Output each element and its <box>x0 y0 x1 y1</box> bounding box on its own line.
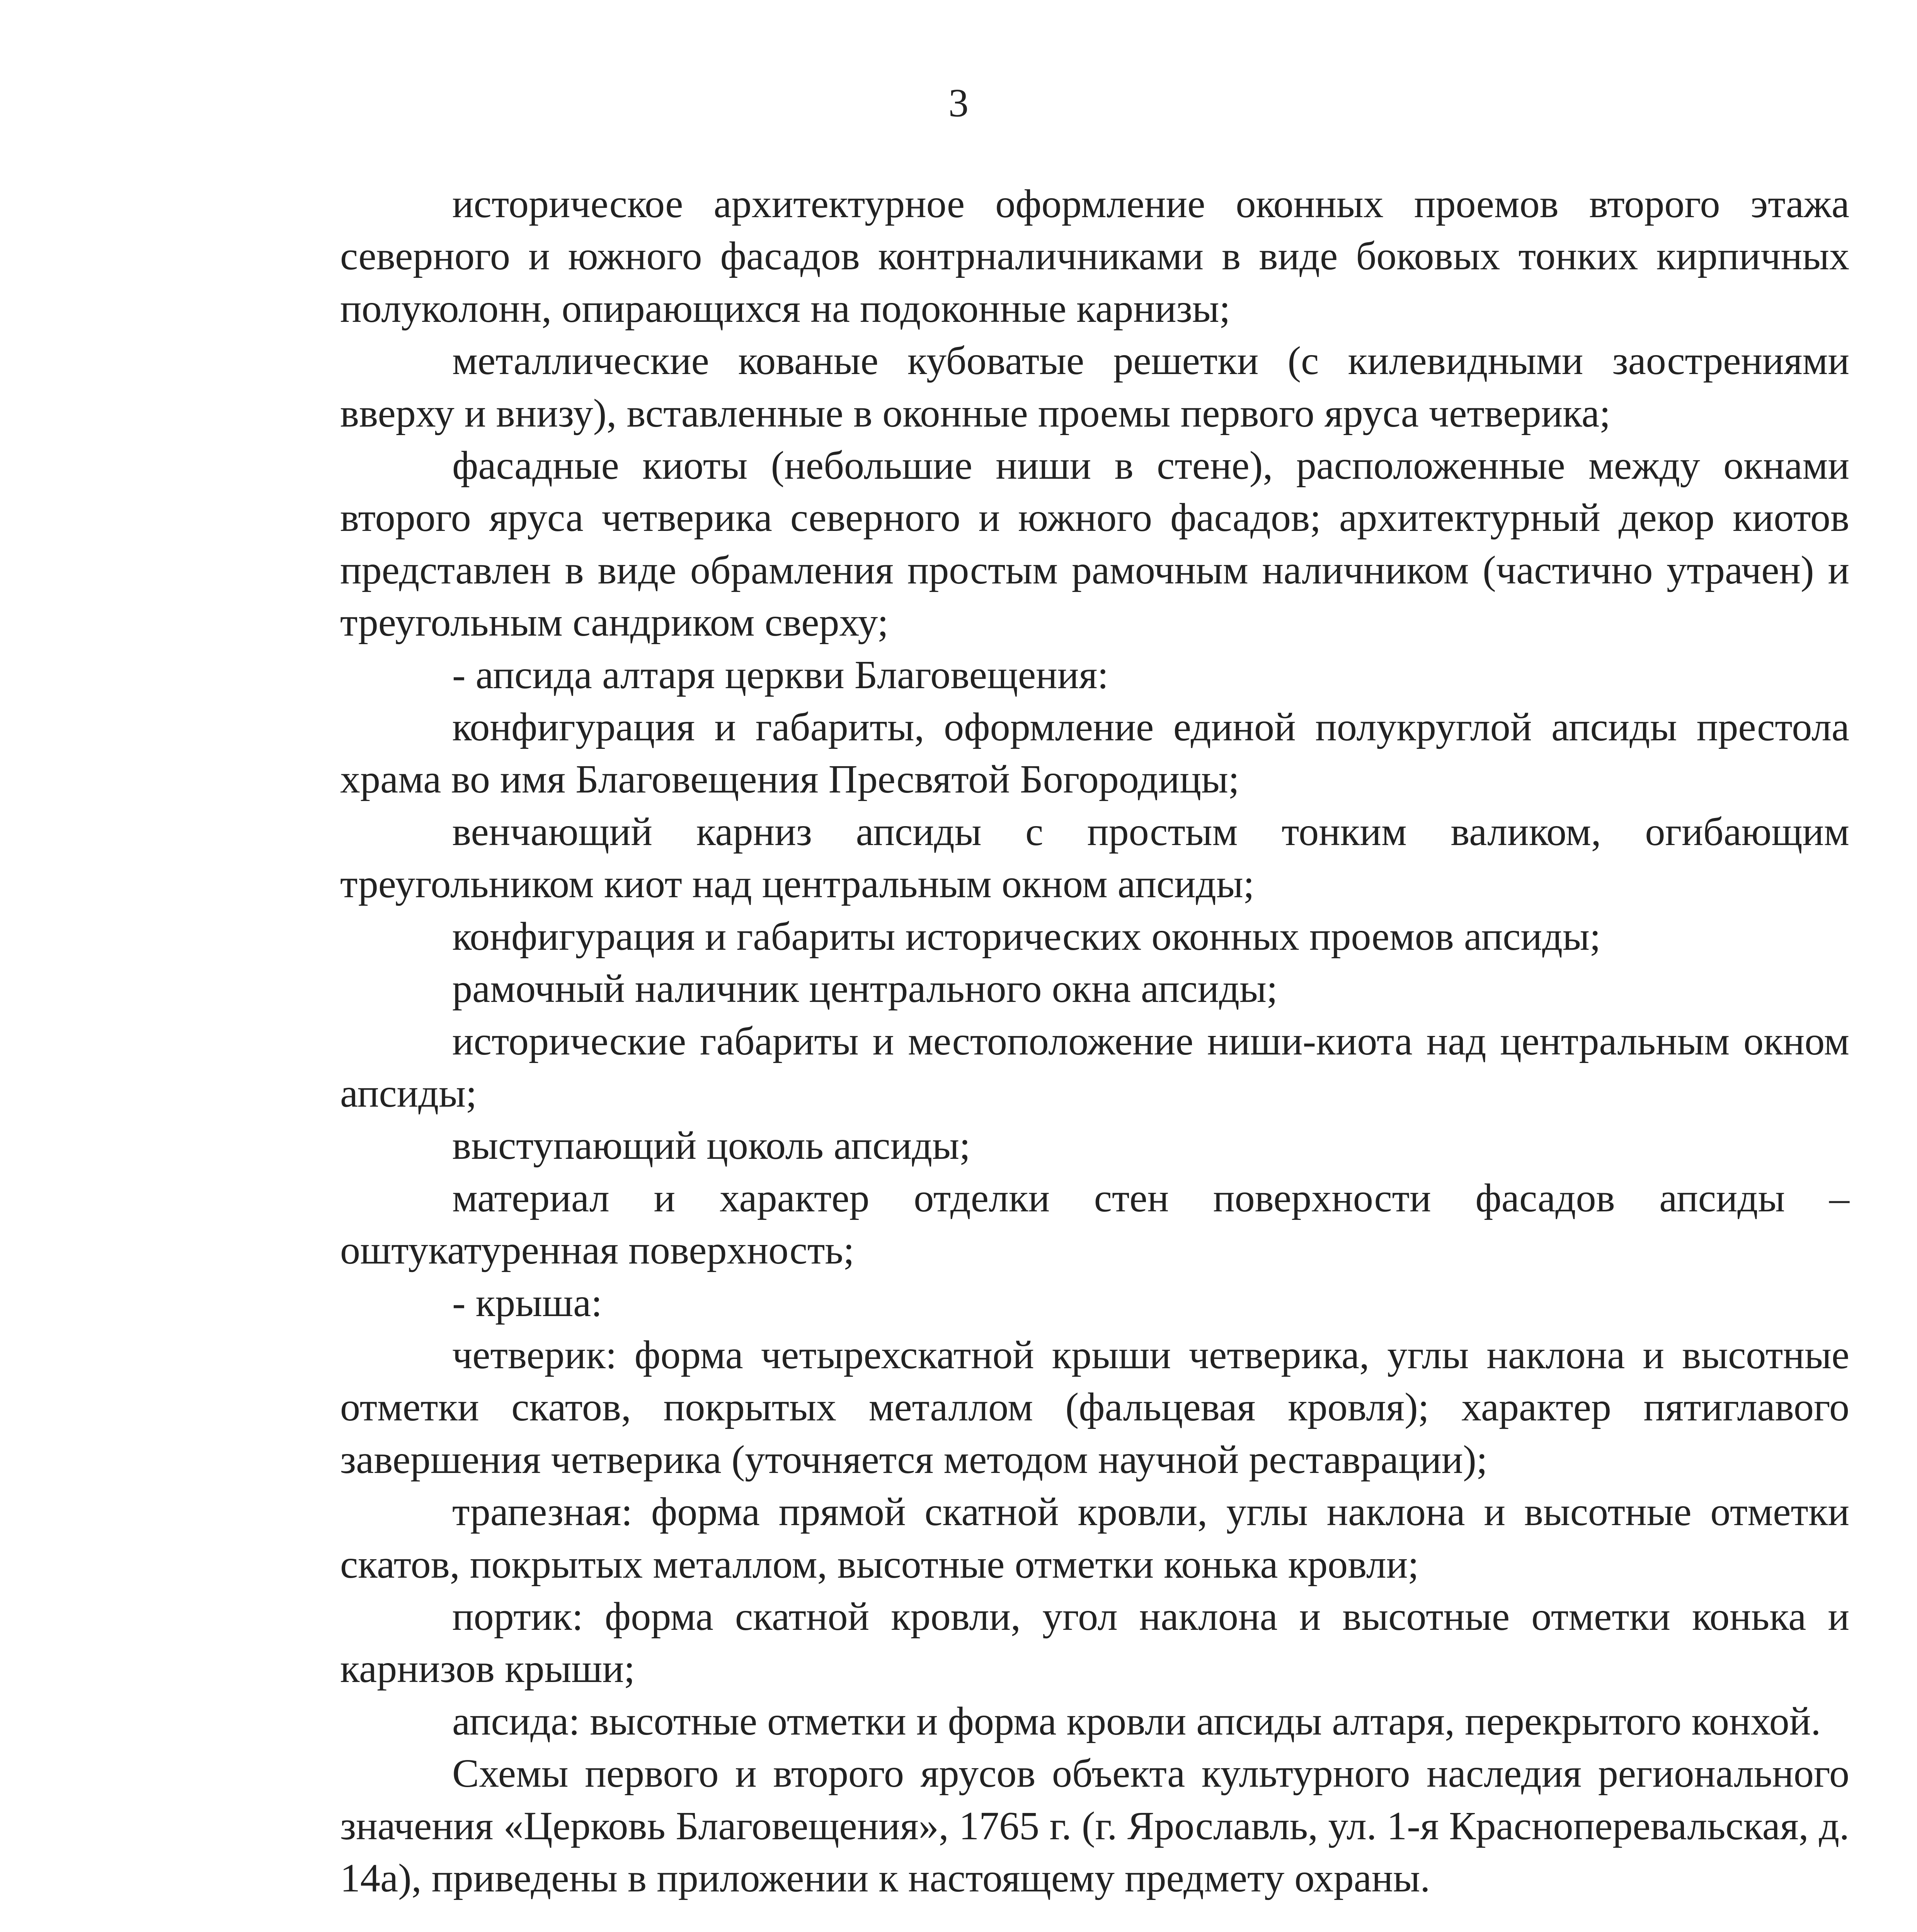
document-body <box>340 178 1849 1904</box>
paragraph-apse-cornice: венчающий карниз апсиды с простым тонким валиком, огибающим треугольником киот над центральным окном апсиды; <box>340 809 1849 906</box>
paragraph-metal-grilles: металлические кованые кубоватые решетки (с килевидными заострениями вверху и внизу), вставленные в оконные проемы первого яруса четверика; <box>340 338 1849 435</box>
section-heading-apse: - апсида алтаря церкви Благовещения: <box>452 652 1109 697</box>
paragraph-roof-portico: портик: форма скатной кровли, угол наклона и высотные отметки конька и карнизов крыши; <box>340 1594 1849 1691</box>
paragraph-apse-window-openings: конфигурация и габариты исторических оконных проемов апсиды; <box>452 914 1601 959</box>
paragraph-roof-refectory: трапезная: форма прямой скатной кровли, углы наклона и высотные отметки скатов, покрытых металлом, высотные отметки конька кровли; <box>340 1490 1849 1587</box>
section-heading-roof: - крыша: <box>452 1280 603 1325</box>
page-number: 3 <box>948 81 969 125</box>
paragraph-apse-window-frame: рамочный наличник центрального окна апсиды; <box>452 966 1278 1011</box>
paragraph-apse-plinth: выступающий цоколь апсиды; <box>452 1123 970 1168</box>
paragraph-apse-configuration: конфигурация и габариты, оформление единой полукруглой апсиды престола храма во имя Благовещения Пресвятой Богородицы; <box>340 705 1849 802</box>
paragraph-apse-niche-kiot: исторические габариты и местоположение ниши-киота над центральным окном апсиды; <box>340 1019 1849 1116</box>
paragraph-apse-wall-finish: материал и характер отделки стен поверхности фасадов апсиды – оштукатуренная поверхность; <box>340 1175 1849 1273</box>
paragraph-roof-apse: апсида: высотные отметки и форма кровли апсиды алтаря, перекрытого конхой. <box>452 1699 1821 1743</box>
paragraph-window-openings-decor: историческое архитектурное оформление оконных проемов второго этажа северного и южного фасадов контрналичниками в виде боковых тонких кирпичных полуколонн, опирающихся на подоконные карнизы; <box>340 182 1849 331</box>
paragraph-schemes-reference: Схемы первого и второго ярусов объекта культурного наследия регионального значения «Церковь Благовещения», 1765 г. (г. Ярославль, ул. 1-я Красноперевальская, д. 14а), приведены в приложении к настоящему предмету охраны. <box>340 1751 1849 1900</box>
paragraph-facade-kiots: фасадные киоты (небольшие ниши в стене), расположенные между окнами второго яруса четверика северного и южного фасадов; архитектурный декор киотов представлен в виде обрамления простым рамочным наличником (частично утрачен) и треугольным сандриком сверху; <box>340 443 1849 645</box>
paragraph-roof-chetverik: четверик: форма четырехскатной крыши четверика, углы наклона и высотные отметки скатов, покрытых металлом (фальцевая кровля); характер пятиглавого завершения четверика (уточняется методом научной реставрации); <box>340 1332 1849 1482</box>
